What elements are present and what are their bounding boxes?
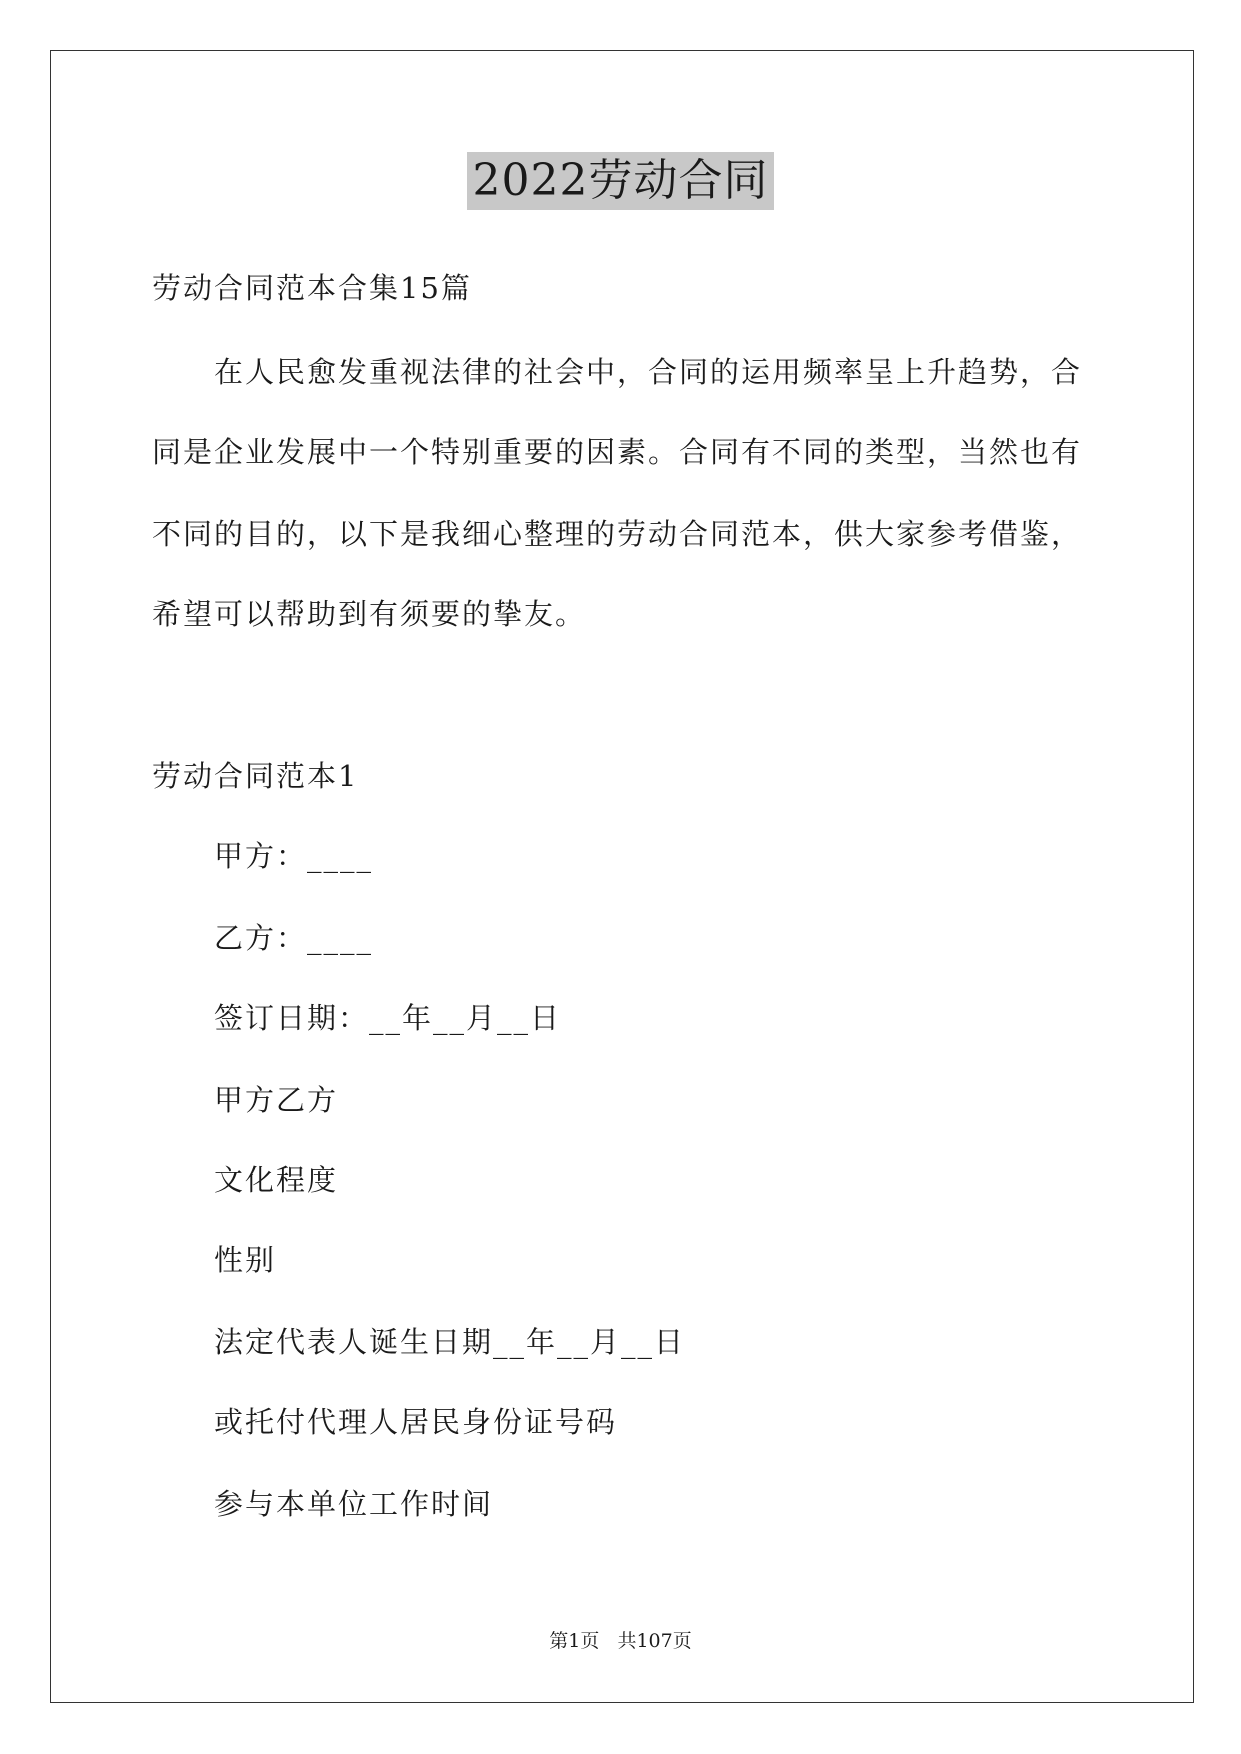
field-line: 性别: [214, 1243, 277, 1277]
intro-line: 不同的目的，以下是我细心整理的劳动合同范本，供大家参考借鉴，: [152, 517, 1083, 551]
section-heading: 劳动合同范本1: [152, 759, 359, 793]
subtitle: 劳动合同范本合集15篇: [152, 271, 472, 305]
intro-line: 希望可以帮助到有须要的挚友。: [152, 597, 587, 631]
page-number: 第1页 共107页: [549, 1630, 692, 1652]
field-line: 或托付代理人居民身份证号码: [214, 1405, 618, 1439]
field-line: 甲方乙方: [214, 1083, 339, 1117]
field-line: 文化程度: [214, 1163, 339, 1197]
intro-line: 在人民愈发重视法律的社会中，合同的运用频率呈上升趋势，合: [214, 355, 1083, 389]
field-line: 乙方：____: [214, 921, 374, 955]
intro-line: 同是企业发展中一个特别重要的因素。合同有不同的类型，当然也有: [152, 435, 1083, 469]
field-line: 参与本单位工作时间: [214, 1487, 494, 1521]
title-container: [0, 152, 1241, 210]
field-line: 签订日期：__年__月__日: [214, 1001, 562, 1035]
field-line: 法定代表人诞生日期__年__月__日: [214, 1325, 686, 1359]
field-line: 甲方：____: [214, 839, 374, 873]
document-title: 2022劳动合同: [467, 152, 775, 210]
